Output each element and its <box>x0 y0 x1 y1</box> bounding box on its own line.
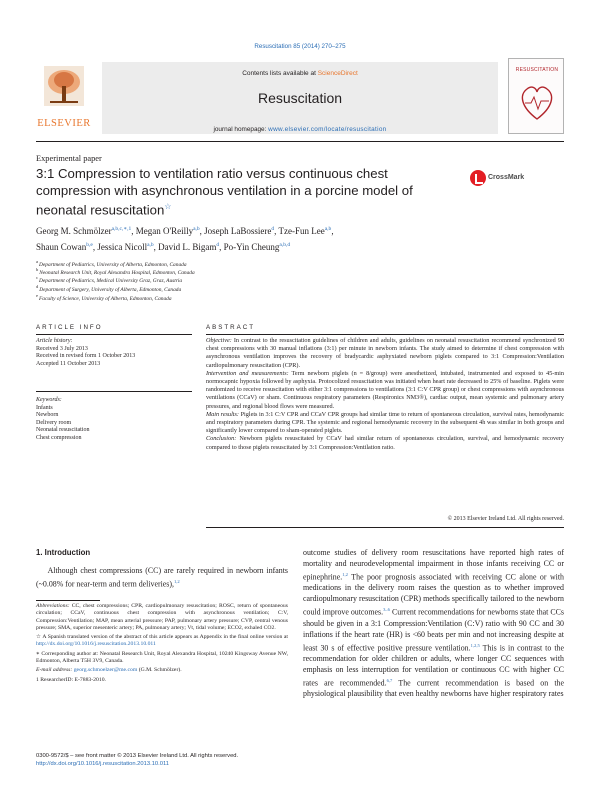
spanish-version-link[interactable]: http://dx.doi.org/10.1016/j.resuscitation.2013.10.011 <box>36 641 156 648</box>
reference-link[interactable]: 1,2 <box>342 571 348 577</box>
keywords-list <box>36 397 176 443</box>
abstract-body <box>206 337 564 452</box>
body-text: Current recommendations for newborns state that CCs should be given in a 3:1 Compression:Ventilation (C:V) ratio with 90 CC and 30 inflations if the heart rate (HR) is <60 beats per min and not increasing despite at least 30 s of effective positive pressure ventilation. <box>303 607 564 653</box>
interventions-label: Intervention and measurements: <box>206 369 289 377</box>
author-affiliation-mark[interactable]: d <box>216 242 220 248</box>
keyword-item: Newborn <box>36 412 59 419</box>
reference-link[interactable]: 1,2 <box>173 578 180 584</box>
abstract-heading: ABSTRACT <box>206 324 256 331</box>
footnote-corresponding-author: ∗ Corresponding author at: Neonatal Research Unit, Royal Alexandra Hospital, 10240 Kingsway Avenue NW, Edmonton, Alberta T5H 3V9, Canada. <box>36 650 288 665</box>
results-text: Piglets in 3:1 C:V CPR and CCaV CPR groups had similar time to return of spontaneous circulation, survival rates, hemodynamic and respiratory parameters during CPR. The systemic and regional hemodynamic recovery in the subsequent 4h was similar in both groups and significantly lower compared to sham-operated piglets. <box>206 410 564 435</box>
keyword-item: Delivery room <box>36 419 72 426</box>
journal-cover <box>508 58 564 134</box>
history-label: Article history: <box>36 338 73 344</box>
spanish-note-text: ☆ A Spanish translated version of the abstract of this article appears as Appendix in the final online version at <box>36 634 288 641</box>
author-name: , Megan O'Reilly <box>131 226 194 236</box>
keywords-label: Keywords: <box>36 397 62 403</box>
info-divider <box>36 391 192 392</box>
elsevier-logo[interactable] <box>36 62 92 134</box>
article-history <box>36 338 176 368</box>
author-name: , Po-Yin Cheung <box>219 242 280 252</box>
author-name: , Jessica Nicoll <box>92 242 148 252</box>
author-name: , David L. Bigam <box>153 242 217 252</box>
author-name: , Joseph LaBossiere <box>199 226 272 236</box>
affiliation-text: Neonatal Research Unit, Royal Alexandra Hospital, Edmonton, Canada <box>39 269 195 276</box>
reference-link[interactable]: 6,7 <box>386 677 393 683</box>
abbreviations-label: Abbreviations: <box>36 603 70 609</box>
author-list <box>36 222 536 254</box>
reference-link[interactable]: 3–6 <box>383 607 390 613</box>
article-title-text: 3:1 Compression to ventilation ratio versus continuous chest compression with asynchronous ventilation in a porcine model of neonatal resuscitation <box>36 166 413 218</box>
email-owner: (G.M. Schmölzer). <box>137 667 182 674</box>
interventions-text: Term newborn piglets (n = 8/group) were anesthetized, intubated, instrumented and exposed to 45-min normocapnic hypoxia followed by asphyxia. Protocolized resuscitation was initiated when heart rate decreased to 25% of baseline. Piglets were randomized to receive resuscitation with either 3:1 compressions to ventilations (3:1 C:V CPR group) or chest compressions with asynchronous ventilations (CCaV) or sham. Continuous respiratory parameters (Respironics NM3®), cardiac output, mean systemic and pulmonary artery pressures, and regional blood flows were measured. <box>206 369 564 410</box>
author-affiliation-mark[interactable]: a,b <box>193 226 200 232</box>
keyword-item: Infants <box>36 404 53 411</box>
footnote-rule <box>36 600 100 601</box>
doi-link[interactable]: http://dx.doi.org/10.1016/j.resuscitation.2013.10.011 <box>36 760 169 767</box>
crossmark-badge[interactable] <box>470 170 556 186</box>
author-affiliation-mark[interactable]: a,b,d <box>279 242 291 248</box>
crossmark-icon <box>470 170 486 186</box>
author-affiliation-mark[interactable]: a,b,c,∗,1 <box>111 226 132 232</box>
email-label: E-mail address: <box>36 667 74 674</box>
abstract-objective <box>206 337 564 370</box>
objective-label: Objective: <box>206 337 232 344</box>
contents-line <box>102 70 498 77</box>
crossmark-label: CrossMark <box>488 174 525 181</box>
footnotes <box>36 603 288 686</box>
body-column-left <box>36 566 288 590</box>
reference-link[interactable]: 1,2,5 <box>470 642 480 648</box>
author-affiliation-mark[interactable]: a,b <box>324 226 332 232</box>
footnote-abbreviations <box>36 603 288 632</box>
elsevier-tree-icon <box>44 66 84 106</box>
body-column-right <box>303 548 564 700</box>
abstract-bottom-rule <box>206 527 564 528</box>
journal-citation[interactable]: Resuscitation 85 (2014) 270–275 <box>254 43 346 50</box>
abstract-conclusion <box>206 435 564 451</box>
affiliation-text: Faculty of Science, University of Alberta, Edmonton, Canada <box>39 295 172 302</box>
sciencedirect-link[interactable]: ScienceDirect <box>317 70 358 77</box>
author-name: Shaun Cowan <box>36 242 87 252</box>
affiliation-item <box>36 292 172 303</box>
header-rule <box>36 141 564 142</box>
copyright-notice: © 2013 Elsevier Ireland Ltd. All rights reserved. <box>447 516 564 522</box>
journal-name: Resuscitation <box>257 90 343 106</box>
affiliation-mark: d <box>36 284 39 289</box>
conclusion-text: Newborn piglets resuscitated by CCaV had similar return of spontaneous circulation, survival, and hemodynamic recovery compared to those piglets resuscitated by 3:1 Compression:Ventilation ratio. <box>206 435 565 451</box>
abbreviations-text: CC, chest compressions; CPR, cardiopulmonary resuscitation; ROSC, return of spontaneous circulation; CCaV, continuous chest compression with asynchronous ventilation; C:V, Compression:Ventilation; MAP, mean arterial pressure; PAP, pulmonary artery pressure; CVP, central venous pressure; SMA, superior mesenteric artery; PA, pulmonary artery; Vt, tidal volume; ECO2, exhaled CO2. <box>36 603 288 631</box>
intro-paragraph: Although chest compressions (CC) are rarely required in newborn infants (~0.08% for near-term and term deliveries), <box>36 566 289 589</box>
affiliation-mark: e <box>36 293 38 298</box>
homepage-prefix: journal homepage: <box>213 126 269 133</box>
article-info-heading: ARTICLE INFO <box>36 324 103 331</box>
objective-text: In contrast to the resuscitation guidelines of children and adults, guidelines on neonatal resuscitation recommend synchronized 90 chest compressions with 30 manual inflations (3:1) per minute in newborn infants. The study aimed to determine if chest compression with asynchronous ventilation improves the recovery of bradycardic asphyxiated newborn piglets compared to 3:1 Compression:Ventilation cardiopulmonary resuscitation (CPR). <box>206 337 564 369</box>
author-affiliation-mark[interactable]: b,e <box>86 242 93 248</box>
publisher-name: ELSEVIER <box>37 118 91 129</box>
title-footnote-mark[interactable]: ☆ <box>164 202 172 212</box>
body-text: The current recommendation is based on the physiological plausibility that even healthy newborns have higher respiratory rates <box>303 678 564 699</box>
body-text: This is in contrast to the recommendation for older children or adults, where longer CC sequences with emphasis on less interruption for ventilation or continuous CC with higher CC rates are recommended. <box>303 643 564 688</box>
keyword-item: Chest compression <box>36 434 82 441</box>
footnote-spanish-version <box>36 634 288 649</box>
cover-heart-icon <box>517 79 557 127</box>
cover-title: RESUSCITATION <box>515 67 559 73</box>
author-affiliation-mark[interactable]: a,b <box>147 242 154 248</box>
article-title <box>36 166 456 219</box>
issn-line: 0300-9572/$ – see front matter © 2013 Elsevier Ireland Ltd. All rights reserved. <box>36 753 239 759</box>
article-info-rule <box>36 334 192 335</box>
affiliation-text: Department of Pediatrics, University of Alberta, Edmonton, Canada <box>39 261 187 268</box>
author-line-2 <box>36 238 536 254</box>
footnote-email <box>36 667 288 674</box>
article-type: Experimental paper <box>36 154 102 163</box>
keyword-item: Neonatal resuscitation <box>36 427 90 434</box>
author-separator: , <box>331 226 334 236</box>
masthead-banner <box>102 62 498 134</box>
body-text: outcome studies of delivery room resuscitations have reported high rates of mortality and neurodevelopmental impairment in those infants receiving CC or epinephrine. <box>303 548 564 582</box>
author-name: Georg M. Schmölzer <box>36 226 112 236</box>
author-name: , Tze-Fun Lee <box>274 226 325 236</box>
author-line-1 <box>36 222 536 238</box>
bottom-metadata <box>36 753 336 768</box>
affiliation-mark: a <box>36 259 38 264</box>
contents-prefix: Contents lists available at <box>242 70 318 77</box>
abstract-rule <box>206 334 564 335</box>
abstract-results <box>206 411 564 436</box>
affiliation-mark: b <box>36 267 39 272</box>
homepage-link[interactable]: www.elsevier.com/locate/resuscitation <box>268 126 387 133</box>
section-heading-introduction: 1. Introduction <box>36 548 91 557</box>
results-label: Main results: <box>206 410 239 418</box>
conclusion-label: Conclusion: <box>206 435 237 443</box>
history-item: Accepted 11 October 2013 <box>36 360 101 367</box>
affiliation-text: Department of Surgery, University of Alberta, Edmonton, Canada <box>39 286 182 293</box>
email-link[interactable]: georg.schmoelzer@me.com <box>73 667 138 674</box>
journal-masthead <box>36 62 564 140</box>
history-item: Received in revised form 1 October 2013 <box>36 353 136 360</box>
footnote-researcher-id: 1 ResearcherID: E-7883-2010. <box>36 676 106 683</box>
affiliation-text: Department of Pediatrics, Medical University Graz, Graz, Austria <box>39 277 183 284</box>
history-item: Received 3 July 2013 <box>36 345 88 352</box>
affiliation-mark: c <box>36 275 38 280</box>
journal-homepage <box>102 126 498 133</box>
body-text: The poor prognosis associated with receiving CC alone or with medications in the delivery room raises the question as to whether improved cardiopulmonary resuscitation (CPR) methods specifically tailored to the newborn could improve outcomes. <box>303 572 564 617</box>
author-affiliation-mark[interactable]: d <box>271 226 275 232</box>
abstract-interventions <box>206 370 564 411</box>
